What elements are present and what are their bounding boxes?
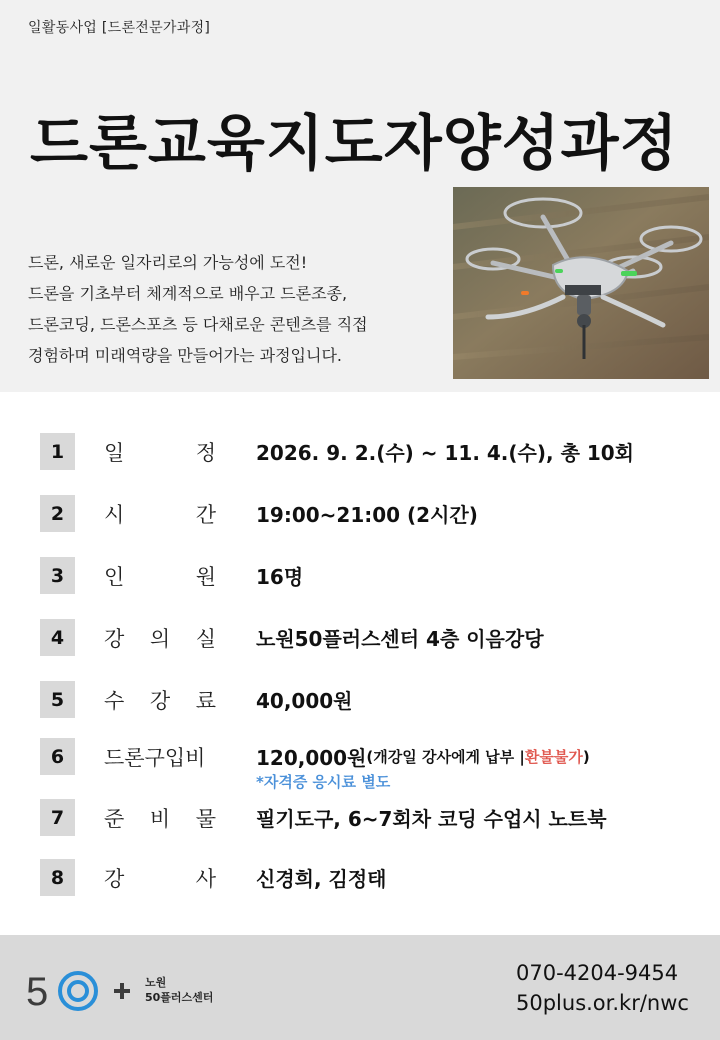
drone-image [453, 187, 709, 379]
value-note: (개강일 강사에게 납부 | [366, 748, 525, 766]
top-banner [0, 0, 720, 392]
detail-row-supplies [40, 799, 700, 839]
label-text: 드론구입비 [104, 745, 206, 770]
row-number: 6 [40, 738, 75, 775]
label-char: 비 [149, 806, 171, 831]
row-value: 필기도구, 6~7회차 코딩 수업시 노트북 [256, 807, 607, 831]
label-char: 강 [149, 688, 171, 713]
row-label [104, 859, 216, 896]
label-char: 일 [104, 440, 125, 465]
contact-info [516, 958, 689, 1018]
label-char: 강 [104, 626, 125, 651]
row-value: 2026. 9. 2.(수) ~ 11. 4.(수), 총 10회 [256, 441, 635, 465]
intro-line: 드론, 새로운 일자리로의 가능성에 도전! [28, 253, 308, 272]
row-value: 노원50플러스센터 4층 이음강당 [256, 627, 544, 651]
label-char: 원 [195, 564, 216, 589]
label-char: 강 [104, 866, 125, 891]
footer [0, 935, 720, 1040]
row-label [104, 619, 216, 656]
row-label [104, 433, 216, 470]
detail-row-drone-cost [40, 738, 700, 791]
row-number: 2 [40, 495, 75, 532]
row-label [104, 799, 216, 836]
row-number: 5 [40, 681, 75, 718]
logo-line: 50플러스센터 [145, 991, 214, 1004]
row-number: 7 [40, 799, 75, 836]
detail-row-classroom [40, 619, 700, 659]
row-number: 4 [40, 619, 75, 656]
website-url[interactable]: 50plus.or.kr/nwc [516, 991, 689, 1015]
label-char: 실 [195, 626, 216, 651]
row-value: 40,000원 [256, 689, 353, 713]
intro-text [28, 247, 458, 371]
intro-line: 드론을 기초부터 체계적으로 배우고 드론조종, [28, 284, 348, 303]
refund-warning: 환불불가 [524, 748, 583, 766]
value-note-end: ) [582, 747, 590, 766]
logo-line: 노원 [145, 976, 167, 989]
label-char: 사 [195, 866, 216, 891]
label-char: 간 [195, 502, 216, 527]
logo-number: 5 [26, 970, 49, 1013]
row-number: 3 [40, 557, 75, 594]
label-char: 시 [104, 502, 125, 527]
detail-row-schedule [40, 433, 700, 473]
row-value [256, 738, 590, 775]
row-label [104, 495, 216, 532]
logo-text [145, 975, 213, 1005]
intro-line: 드론코딩, 드론스포츠 등 다채로운 콘텐츠를 직접 [28, 315, 368, 334]
label-char: 준 [104, 806, 125, 831]
label-char: 수 [104, 688, 125, 713]
phone-number: 070-4204-9454 [516, 961, 679, 985]
drone-photo [453, 187, 709, 379]
row-number: 8 [40, 859, 75, 896]
page-title: 드론교육지도자양성과정 [30, 109, 679, 179]
detail-row-time [40, 495, 700, 535]
detail-row-fee [40, 681, 700, 721]
detail-row-instructor [40, 859, 700, 899]
row-value: 19:00~21:00 (2시간) [256, 503, 478, 527]
row-label [104, 738, 216, 775]
label-char: 의 [149, 626, 171, 651]
label-char: 물 [195, 806, 216, 831]
row-label [104, 681, 216, 718]
row-number: 1 [40, 433, 75, 470]
50plus-logo [26, 969, 136, 1013]
label-char: 인 [104, 564, 125, 589]
intro-line: 경험하며 미래역량을 만들어가는 과정입니다. [28, 346, 343, 365]
label-char: 료 [195, 688, 216, 713]
row-value: 신경희, 김정태 [256, 867, 387, 891]
cert-fee-note: *자격증 응시료 별도 [256, 773, 391, 791]
row-label [104, 557, 216, 594]
row-value: 16명 [256, 565, 304, 589]
category-label: 일활동사업 [드론전문가과정] [28, 20, 211, 36]
value-main: 120,000원 [256, 746, 367, 770]
detail-row-capacity [40, 557, 700, 597]
logo-mark-icon [26, 969, 136, 1013]
label-char: 정 [195, 440, 216, 465]
